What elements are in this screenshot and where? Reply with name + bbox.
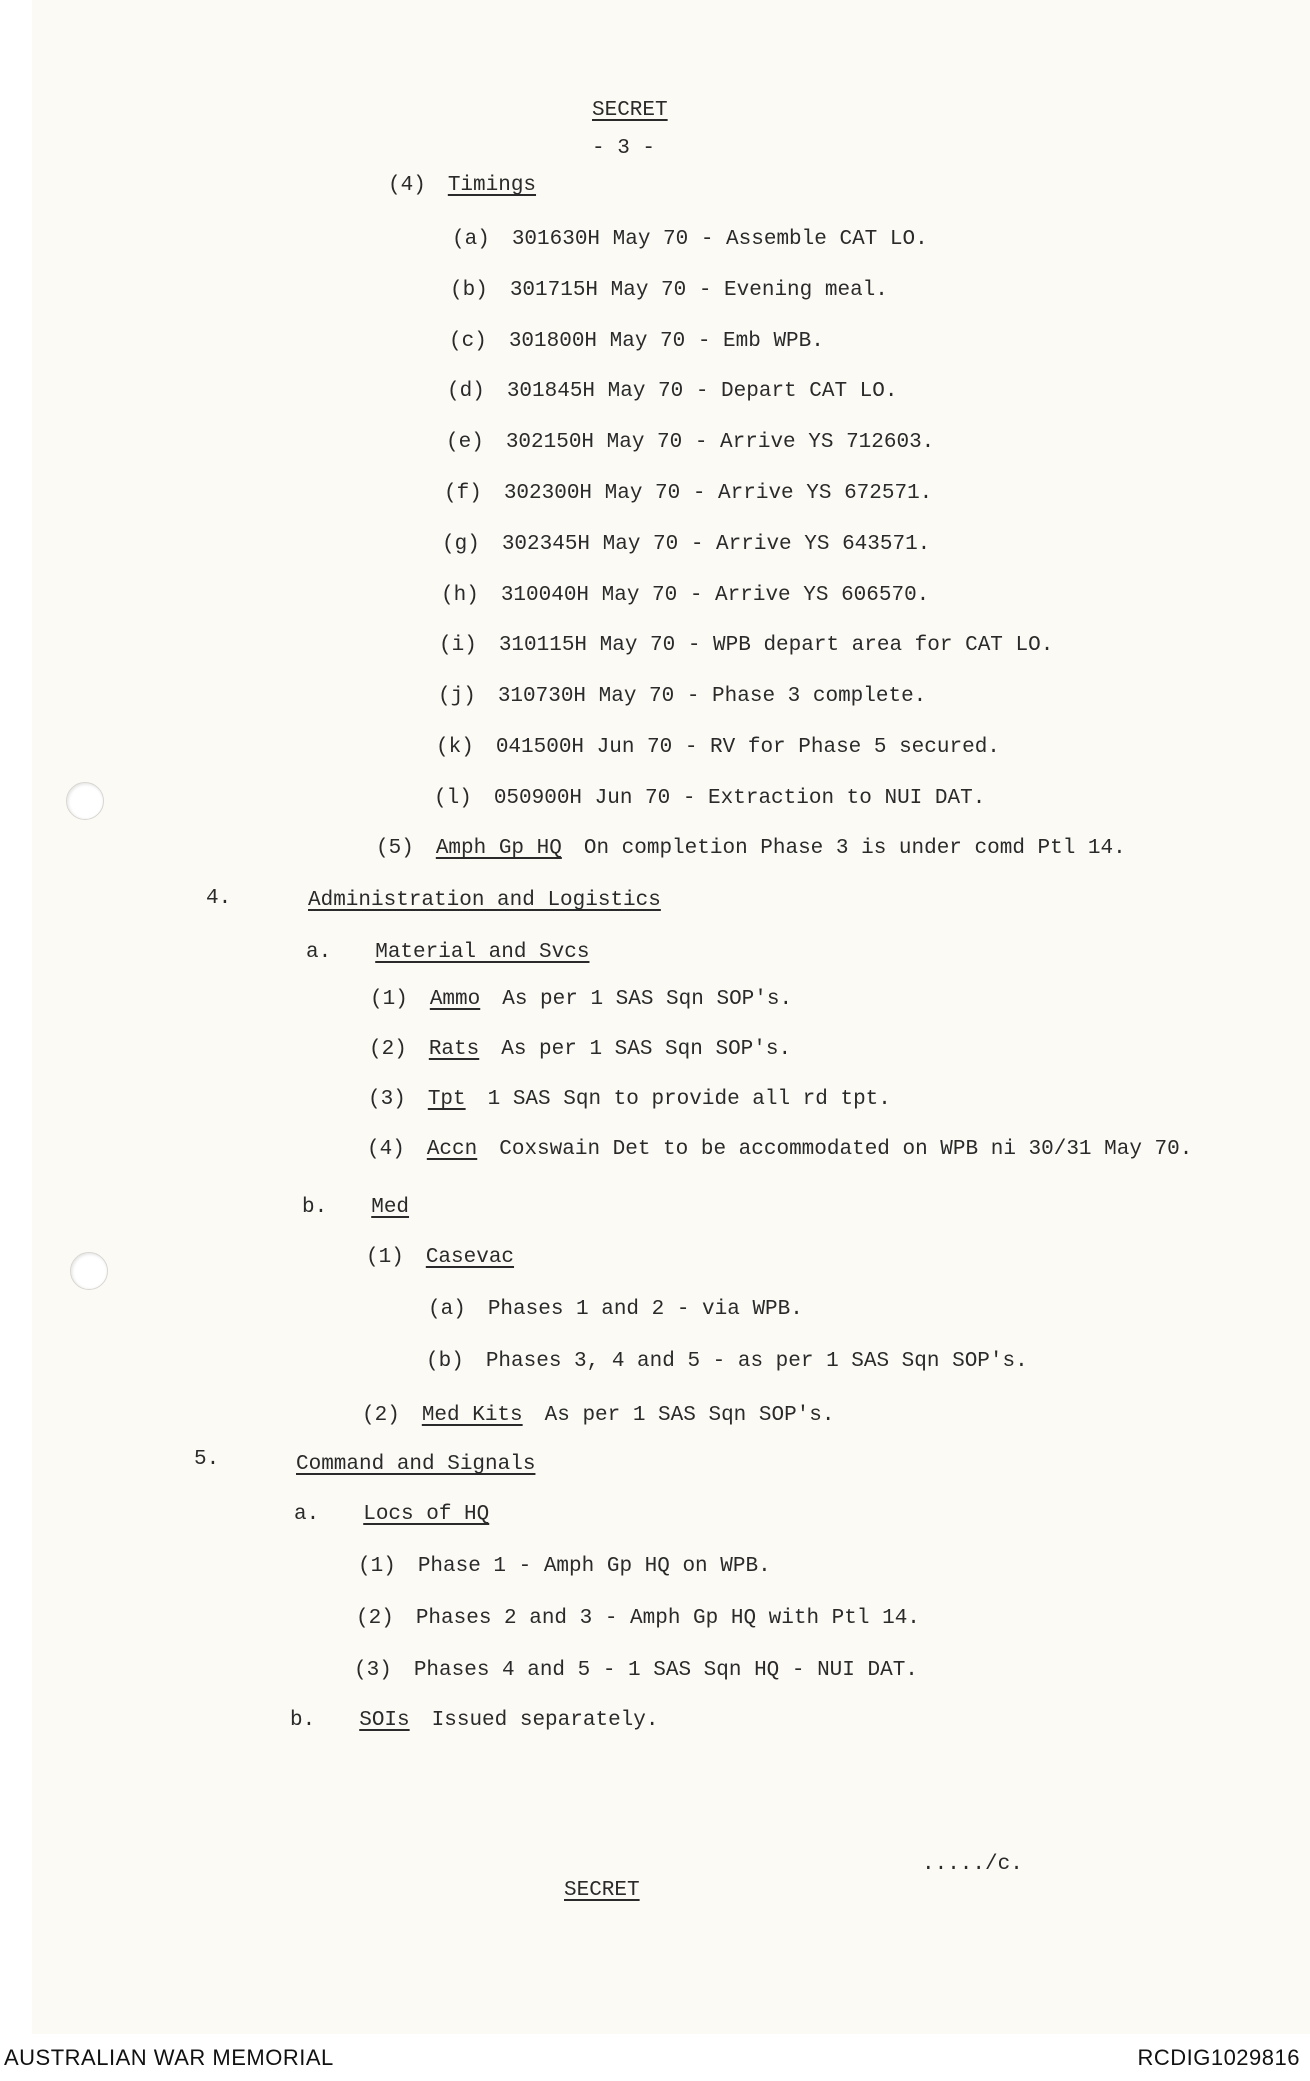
- archive-source: AUSTRALIAN WAR MEMORIAL: [4, 2045, 334, 2070]
- timing-item: (j) 310730H May 70 - Phase 3 complete.: [438, 685, 927, 708]
- material-item: (4) Accn Coxswain Det to be accommodated on WPB ni 30/31 May 70.: [367, 1138, 1193, 1161]
- timing-item: (i) 310115H May 70 - WPB depart area for CAT LO.: [439, 634, 1054, 657]
- document-page: [32, 0, 1310, 2034]
- continuation-mark: ...../c.: [922, 1853, 1023, 1876]
- archive-id: RCDIG1029816: [1137, 2045, 1300, 2070]
- classification-footer: SECRET: [564, 1879, 640, 1902]
- sub-a-material: a. Material and Svcs: [306, 941, 590, 964]
- material-item: (3) Tpt 1 SAS Sqn to provide all rd tpt.: [368, 1088, 891, 1111]
- timing-item: (g) 302345H May 70 - Arrive YS 643571.: [442, 533, 931, 556]
- material-item: (2) Rats As per 1 SAS Sqn SOP's.: [369, 1038, 792, 1061]
- punch-hole: [66, 782, 104, 820]
- timing-item: (c) 301800H May 70 - Emb WPB.: [449, 330, 824, 353]
- timing-item: (d) 301845H May 70 - Depart CAT LO.: [447, 380, 898, 403]
- casevac-item: (b) Phases 3, 4 and 5 - as per 1 SAS Sqn SOP's.: [426, 1350, 1028, 1373]
- locs-item: (1) Phase 1 - Amph Gp HQ on WPB.: [358, 1555, 771, 1578]
- timing-item: (a) 301630H May 70 - Assemble CAT LO.: [452, 228, 928, 251]
- casevac-item: (a) Phases 1 and 2 - via WPB.: [428, 1298, 803, 1321]
- section-5-heading: Command and Signals: [296, 1453, 536, 1476]
- casevac-heading: (1) Casevac: [366, 1246, 515, 1269]
- page-number: - 3 -: [592, 137, 656, 160]
- sub-a-locs: a. Locs of HQ: [294, 1503, 490, 1526]
- section-5-number: 5.: [194, 1448, 220, 1471]
- locs-item: (3) Phases 4 and 5 - 1 SAS Sqn HQ - NUI DAT.: [354, 1659, 918, 1682]
- timing-item: (b) 301715H May 70 - Evening meal.: [450, 279, 888, 302]
- timing-item: (k) 041500H Jun 70 - RV for Phase 5 secured.: [436, 736, 1000, 759]
- timing-item: (f) 302300H May 70 - Arrive YS 672571.: [444, 482, 933, 505]
- sub-b-sois: b. SOIs Issued separately.: [290, 1709, 659, 1732]
- timing-item: (h) 310040H May 70 - Arrive YS 606570.: [441, 584, 930, 607]
- sub-b-med: b. Med: [302, 1196, 410, 1219]
- material-item: (1) Ammo As per 1 SAS Sqn SOP's.: [370, 988, 793, 1011]
- timings-heading: (4) Timings: [388, 174, 537, 197]
- amph-gp-hq: (5) Amph Gp HQ On completion Phase 3 is under comd Ptl 14.: [376, 837, 1126, 860]
- punch-hole: [70, 1252, 108, 1290]
- timing-item: (e) 302150H May 70 - Arrive YS 712603.: [446, 431, 935, 454]
- section-4-heading: Administration and Logistics: [308, 889, 661, 912]
- locs-item: (2) Phases 2 and 3 - Amph Gp HQ with Ptl 14.: [356, 1607, 920, 1630]
- section-4-number: 4.: [206, 887, 232, 910]
- med-kits: (2) Med Kits As per 1 SAS Sqn SOP's.: [362, 1404, 835, 1427]
- archive-footer: [0, 2034, 1310, 2081]
- timing-item: (l) 050900H Jun 70 - Extraction to NUI DAT.: [434, 787, 986, 810]
- classification-header: SECRET: [592, 99, 668, 122]
